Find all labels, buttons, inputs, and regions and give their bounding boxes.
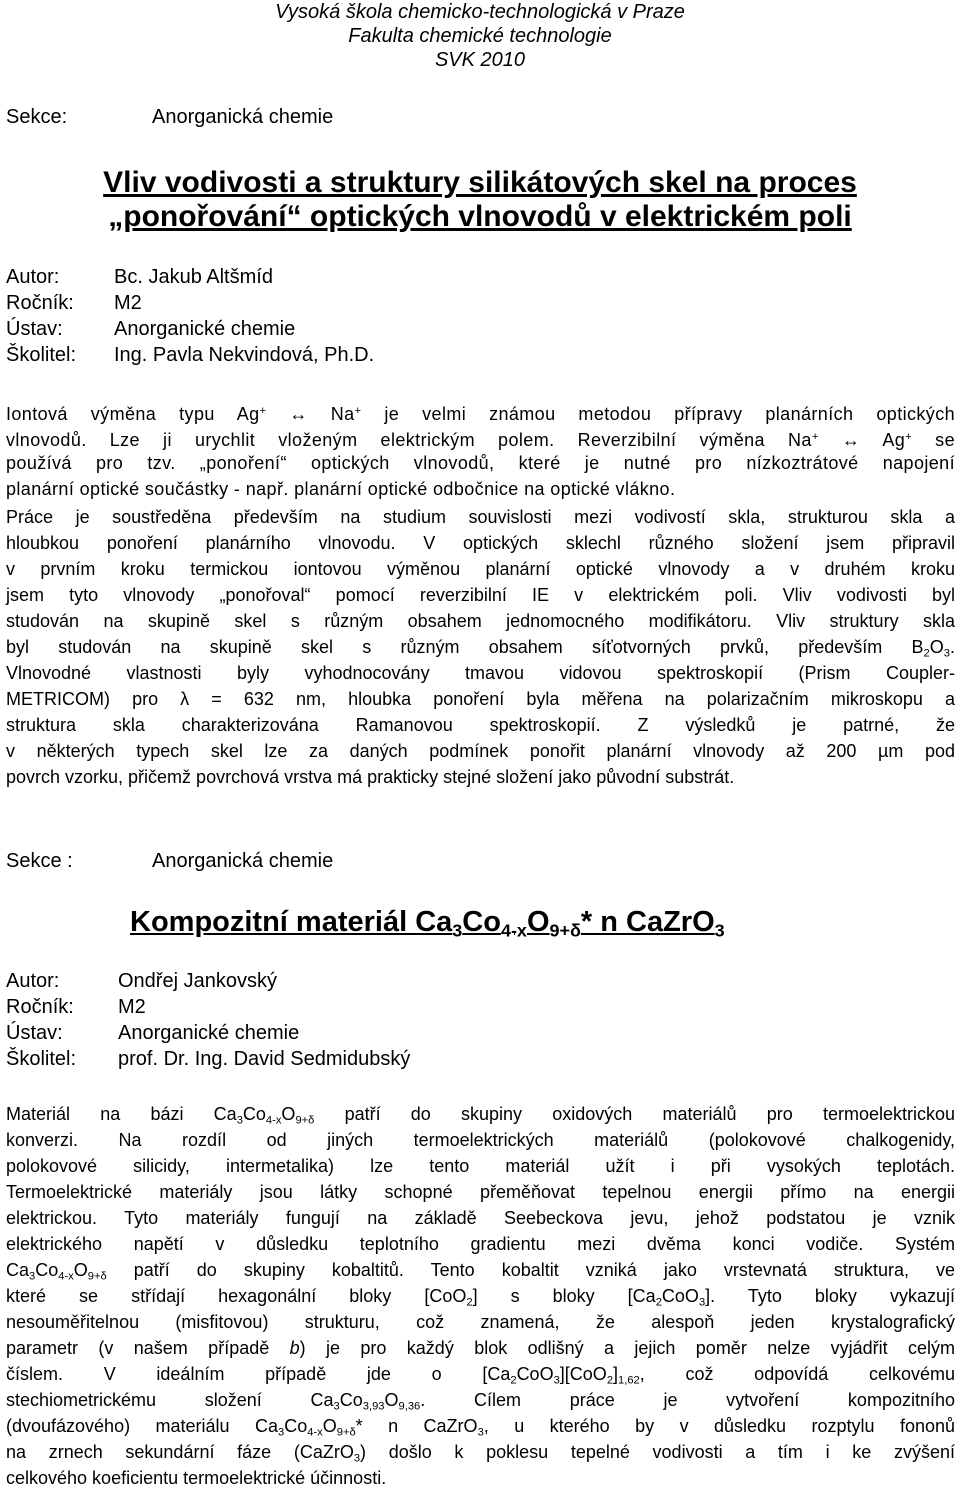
supervisor-label: Školitel: bbox=[6, 344, 77, 366]
text-line: byl studován na skupině skel s různým obsahem síťotvorných prvků, především $B_2O_3$. bbox=[6, 637, 955, 660]
text-line: povrch vzorku, přičemž povrchová vrstva má prakticky stejné složení jako původní substrát. bbox=[6, 767, 735, 787]
author-label: Autor: bbox=[6, 970, 60, 992]
section-label: Sekce : bbox=[6, 850, 73, 872]
text-line: parametr (v našem případě b) je pro každý blok odlišný a jejich poměr nelze vyjádřit celým bbox=[6, 1338, 956, 1358]
author-label: Autor: bbox=[6, 266, 60, 288]
text-line: METRICOM) pro λ = 632 nm, hloubka ponoření byla měřena na polarizačním mikroskopu a bbox=[6, 689, 955, 709]
text-line: Práce je soustředěna především na studium souvislosti mezi vodivostí skla, strukturou skla a bbox=[6, 507, 955, 527]
text-line: elektrického napětí v důsledku teplotního gradientu mezi dvěma konci vodiče. Systém bbox=[6, 1234, 955, 1254]
text-line: hloubkou ponoření planárního vlnovodu. V optických sklechl různého složení jsem připravil bbox=[6, 533, 955, 553]
text-line: (dvoufázového) materiálu $Ca_3Co_{4-x}O_{9+\delta}*$ n CaZrO$_3$, u kterého by v důsledku rozptylu fononů bbox=[6, 1416, 955, 1439]
text-line: polokovové silicidy, intermetalika) lze tento materiál užít i při vysokých teplotách. bbox=[6, 1156, 955, 1176]
institution-header bbox=[0, 0, 960, 72]
text-line: číslem. V ideálním případě jde o $[Ca_2CoO_3][CoO_2]_{1,62}$, což odpovídá celkovému bbox=[6, 1364, 955, 1387]
author-info-2 bbox=[6, 968, 410, 1072]
text-line: struktura skla charakterizována Ramanovou spektroskopií. Z výsledků je patrné, že bbox=[6, 715, 955, 735]
text-line: vlnovodů. Lze ji urychlit vloženým elektrickým polem. Reverzibilní výměna Na+ ↔ Ag+ se bbox=[6, 430, 955, 451]
conference-name: SVK 2010 bbox=[434, 49, 526, 71]
paper-title-line-1: Vliv vodivosti a struktury silikátových skel na proces bbox=[103, 166, 857, 199]
supervisor-label: Školitel: bbox=[6, 1048, 77, 1070]
section-value: Anorganická chemie bbox=[152, 850, 334, 872]
author-name: Bc. Jakub Altšmíd bbox=[114, 266, 273, 288]
text-line: na zrnech sekundární fáze (CaZrO$_3$) došlo k poklesu tepelné vodivosti a tím i ke zvýšení bbox=[6, 1442, 955, 1465]
year-value: M2 bbox=[118, 996, 146, 1018]
author-name: Ondřej Jankovský bbox=[118, 970, 277, 992]
abstract-paragraph-3 bbox=[6, 1101, 955, 1491]
text-line: které se střídají hexagonální bloky [CoO$_2$] s bloky $[Ca_2CoO_3]$. Tyto bloky vykazují bbox=[6, 1286, 955, 1309]
text-line: $Ca_3Co_{4-x}O_{9+\delta}$ patří do skupiny kobaltitů. Tento kobaltit vzniká jako vrstevnatá struktura, ve bbox=[6, 1260, 955, 1283]
supervisor-name: prof. Dr. Ing. David Sedmidubský bbox=[118, 1048, 411, 1070]
year-value: M2 bbox=[114, 292, 142, 314]
text-line: používá pro tzv. „ponoření“ optických vlnovodů, které je nutné pro nízkoztrátové napojení bbox=[6, 453, 955, 473]
text-line: Materiál na bázi $Ca_3Co_{4-x}O_{9+\delta}$ patří do skupiny oxidových materiálů pro termoelektrickou bbox=[6, 1104, 955, 1127]
supervisor-name: Ing. Pavla Nekvindová, Ph.D. bbox=[114, 344, 375, 366]
text-line: v prvním kroku termickou iontovou výměnou planární optické vlnovody a v druhém kroku bbox=[6, 559, 955, 579]
abstract-paragraph-1 bbox=[6, 398, 955, 502]
text-line: jsem tyto vlnovody „ponořoval“ pomocí reverzibilní IE v elektrickém poli. Vliv vodivosti byl bbox=[6, 585, 955, 605]
section-label-row-2 bbox=[6, 850, 333, 873]
text-line: celkového koeficientu termoelektrické účinnosti. bbox=[6, 1468, 387, 1488]
section-label: Sekce: bbox=[6, 106, 68, 128]
year-label: Ročník: bbox=[6, 996, 74, 1018]
section-label-row bbox=[6, 106, 333, 129]
text-line: Termoelektrické materiály jsou látky schopné přeměňovat tepelnou energii přímo na energii bbox=[6, 1182, 955, 1202]
paper-title-2: Kompozitní materiál $Ca_3Co_{4-x}O_{9+\delta}*$ n CaZrO$_3$ bbox=[130, 906, 725, 941]
department-value: Anorganické chemie bbox=[118, 1022, 300, 1044]
abstract-paragraph-2 bbox=[6, 504, 955, 790]
department-label: Ústav: bbox=[6, 318, 63, 340]
text-line: v některých typech skel lze za daných podmínek ponořit planární vlnovody až 200 µm pod bbox=[6, 741, 955, 761]
faculty-name: Fakulta chemické technologie bbox=[348, 25, 612, 47]
author-info bbox=[6, 264, 374, 368]
university-name: Vysoká škola chemicko-technologická v Praze bbox=[275, 1, 685, 23]
text-line: stechiometrickému složení $Ca_3Co_{3,93}O_{9,36}$. Cílem práce je vytvoření kompozitního bbox=[6, 1390, 955, 1413]
text-line: Vlnovodné vlastnosti byly vyhodnocovány tmavou vidovou spektroskopií (Prism Coupler- bbox=[6, 663, 955, 683]
paper-title bbox=[0, 166, 960, 234]
section-value: Anorganická chemie bbox=[152, 106, 334, 128]
text-line: konverzi. Na rozdíl od jiných termoelektrických materiálů (polokovové chalkogenidy, bbox=[6, 1130, 955, 1150]
text-line: studován na skupině skel s různým obsahem jednomocného modifikátoru. Vliv struktury skla bbox=[6, 611, 955, 631]
text-line: Iontová výměna typu Ag+ ↔ Na+ je velmi známou metodou přípravy planárních optických bbox=[6, 404, 955, 425]
text-line: planární optické součástky - např. planární optické odbočnice na optické vlákno. bbox=[6, 479, 676, 499]
text-line: nesouměřitelnou (misfitovou) strukturu, což znamená, že alespoň jeden krystalografický bbox=[6, 1312, 955, 1332]
department-value: Anorganické chemie bbox=[114, 318, 296, 340]
department-label: Ústav: bbox=[6, 1022, 63, 1044]
text-line: elektrickou. Tyto materiály fungují na základě Seebeckova jevu, jehož podstatou je vznik bbox=[6, 1208, 955, 1228]
paper-title-line-2: „ponořování“ optických vlnovodů v elektrickém poli bbox=[108, 200, 852, 233]
year-label: Ročník: bbox=[6, 292, 74, 314]
